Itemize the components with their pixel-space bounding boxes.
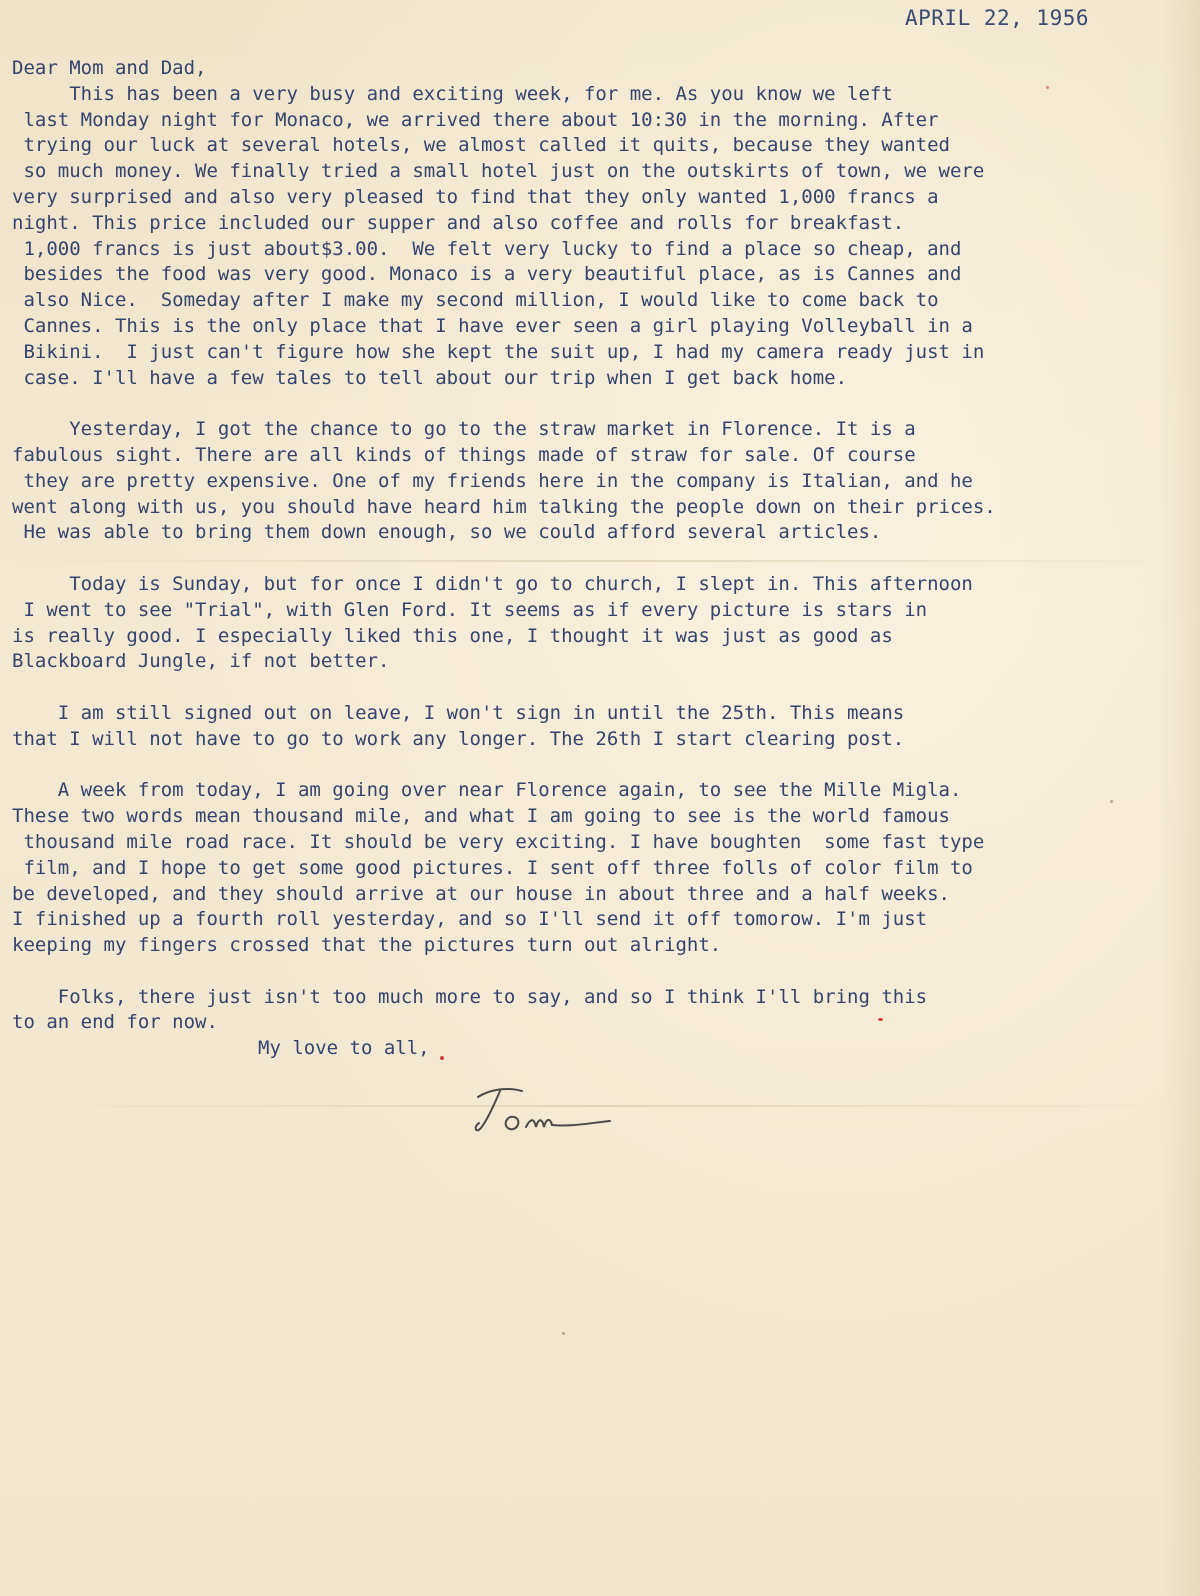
letter-line: I went to see "Trial", with Glen Ford. It seems as if every picture is stars in — [12, 598, 928, 621]
letter-line: is really good. I especially liked this one, I thought it was just as good as — [12, 624, 893, 647]
letter-closing: My love to all, — [258, 1037, 430, 1059]
paper-speck — [562, 1332, 565, 1335]
letter-line: keeping my fingers crossed that the pictures turn out alright. — [12, 934, 722, 957]
letter-line: Cannes. This is the only place that I have ever seen a girl playing Volleyball in a — [12, 314, 973, 337]
ink-speck — [1046, 86, 1049, 89]
letter-line: to an end for now. — [12, 1011, 218, 1034]
letter-body — [12, 56, 1182, 1036]
letter-line: they are pretty expensive. One of my friends here in the company is Italian, and he — [12, 469, 973, 492]
letter-line: Yesterday, I got the chance to go to the straw market in Florence. It is a — [12, 418, 916, 441]
letter-line: also Nice. Someday after I make my second million, I would like to come back to — [12, 289, 939, 312]
letter-line: last Monday night for Monaco, we arrived there about 10:30 in the morning. After — [12, 108, 939, 131]
ink-speck — [440, 1056, 444, 1060]
letter-line: A week from today, I am going over near Florence again, to see the Mille Migla. — [12, 779, 962, 802]
letter-line: besides the food was very good. Monaco is a very beautiful place, as is Cannes and — [12, 263, 962, 286]
letter-line: Bikini. I just can't figure how she kept the suit up, I had my camera ready just in — [12, 340, 985, 363]
ink-speck — [878, 1018, 883, 1021]
letter-line: 1,000 francs is just about$3.00. We felt very lucky to find a place so cheap, and — [12, 237, 962, 260]
letter-line: case. I'll have a few tales to tell about our trip when I get back home. — [12, 366, 848, 389]
letter-line: very surprised and also very pleased to find that they only wanted 1,000 francs a — [12, 185, 939, 208]
letter-line: This has been a very busy and exciting week, for me. As you know we left — [12, 82, 893, 105]
letter-line: trying our luck at several hotels, we almost called it quits, because they wanted — [12, 134, 950, 157]
letter-line: so much money. We finally tried a small hotel just on the outskirts of town, we were — [12, 160, 985, 183]
letter-line: went along with us, you should have heard him talking the people down on their prices. — [12, 495, 996, 518]
letter-line: These two words mean thousand mile, and what I am going to see is the world famous — [12, 805, 950, 828]
letter-date: APRIL 22, 1956 — [905, 6, 1090, 30]
paragraph-gap — [12, 546, 1182, 572]
paper-speck — [1110, 800, 1113, 803]
letter-line: thousand mile road race. It should be very exciting. I have boughten some fast type — [12, 830, 985, 853]
letter-line: Dear Mom and Dad, — [12, 57, 207, 79]
paragraph-gap — [12, 391, 1182, 417]
letter-line: I finished up a fourth roll yesterday, and so I'll send it off tomorow. I'm just — [12, 908, 928, 931]
letter-line: that I will not have to go to work any longer. The 26th I start clearing post. — [12, 727, 905, 750]
letter-line: He was able to bring them down enough, so we could afford several articles. — [12, 521, 882, 544]
letter-line: fabulous sight. There are all kinds of things made of straw for sale. Of course — [12, 443, 916, 466]
handwritten-signature — [470, 1075, 620, 1145]
letter-line: Today is Sunday, but for once I didn't go to church, I slept in. This afternoon — [12, 572, 973, 595]
letter-line: be developed, and they should arrive at our house in about three and a half weeks. — [12, 882, 950, 905]
letter-line: I am still signed out on leave, I won't sign in until the 25th. This means — [12, 701, 905, 724]
letter-line: night. This price included our supper and also coffee and rolls for breakfast. — [12, 211, 905, 234]
letter-line: Blackboard Jungle, if not better. — [12, 650, 390, 673]
paragraph-gap — [12, 753, 1182, 779]
letter-line: film, and I hope to get some good pictures. I sent off three folls of color film to — [12, 856, 973, 879]
paragraph-gap — [12, 959, 1182, 985]
letter-line: Folks, there just isn't too much more to say, and so I think I'll bring this — [12, 985, 928, 1008]
paragraph-gap — [12, 675, 1182, 701]
